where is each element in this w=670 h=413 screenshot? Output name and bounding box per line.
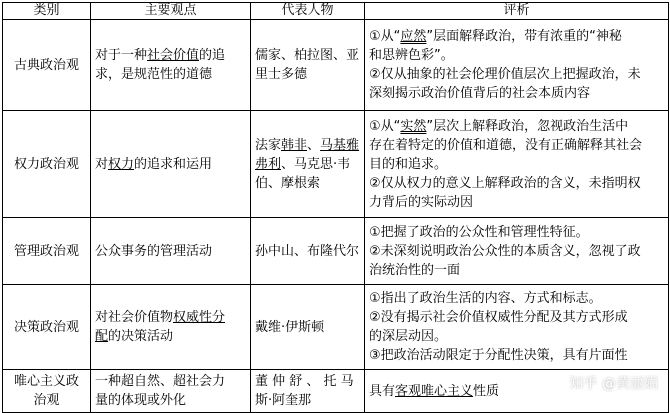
- view-cell: 对权力的追求和运用: [91, 111, 251, 218]
- rep-cell: 董 仲 舒 、 托 马 斯·阿奎那: [251, 370, 365, 413]
- type-cell: [3, 20, 91, 111]
- view-cell: 公众事务的管理活动: [91, 218, 251, 285]
- underlined-term: 权威性分: [173, 310, 226, 325]
- header-row: [3, 3, 669, 20]
- rep-cell: 戴维·伊斯顿: [251, 285, 365, 370]
- view-cell: 对社会价值物权威性分 配的决策活动: [91, 285, 251, 370]
- underlined-term: 韩非: [281, 137, 308, 153]
- table-row: [3, 20, 669, 111]
- underlined-term: 应然: [400, 29, 427, 44]
- table-row: [3, 218, 669, 285]
- rep-cell: 法家韩非、马基雅 弗利、马克思·韦 伯、摩根索: [251, 111, 365, 218]
- type-label: 权力政治观: [13, 156, 79, 172]
- underlined-term: 权力: [108, 156, 135, 172]
- underlined-term: 弗利: [255, 156, 282, 172]
- view-cell: 对于一种社会价值的追 求，是规范性的道德: [91, 20, 251, 111]
- rep-cell: 儒家、柏拉图、亚 里士多德: [251, 20, 365, 111]
- political-views-table: [2, 2, 669, 413]
- eval-cell: ①指出了政治生活的内容、方式和标志。 ②没有揭示社会价值权威性分配及其方式形成 的深层动因。 ③把政治活动限定于分配性决策，具有片面性: [365, 285, 669, 370]
- type-cell: [3, 218, 91, 285]
- header-view: 主要观点: [91, 3, 251, 20]
- header-eval: 评析: [365, 3, 669, 20]
- header-rep: 代表人物: [251, 3, 365, 20]
- type-label: 古典政治观: [13, 57, 79, 73]
- type-cell: [3, 370, 91, 413]
- type-label: 唯心主义政: [13, 374, 79, 389]
- underlined-term: 社会价值: [147, 48, 200, 63]
- eval-cell: ①把握了政治的公众性和管理性特征。 ②未深刻说明政治公众性的本质含义，忽视了政 治统治性的一面: [365, 218, 669, 285]
- rep-cell: 孙中山、布隆代尔: [251, 218, 365, 285]
- underlined-term: 实然: [400, 118, 427, 134]
- type-label: 治观: [33, 393, 60, 408]
- eval-cell: 具有客观唯心主义性质: [365, 370, 669, 413]
- eval-cell: ①从“应然”层面解释政治，带有浓重的“神秘 和思辨色彩”。 ②仅从抽象的社会伦理价值层次上把握政治，未 深刻揭示政治价值背后的社会本质内容: [365, 20, 669, 111]
- header-type: 类别: [3, 3, 91, 20]
- type-label: 管理政治观: [13, 243, 79, 259]
- view-cell: 一种超自然、超社会力 量的体现或外化: [91, 370, 251, 413]
- type-cell: [3, 285, 91, 370]
- underlined-term: 马基雅: [320, 137, 360, 153]
- underlined-term: 配: [95, 329, 109, 344]
- type-cell: [3, 111, 91, 218]
- underlined-term: 客观唯心主义: [395, 383, 474, 399]
- zhihu-watermark: 知乎 @黄丽娟: [569, 376, 658, 392]
- table-row: [3, 111, 669, 218]
- table-row: [3, 285, 669, 370]
- type-label: 决策政治观: [13, 319, 79, 335]
- eval-cell: ①从“实然”层次上解释政治，忽视政治生活中 存在着特定的价值和道德，没有正确解释其社会 目的和追求。 ②仅从权力的意义上解释政治的含义，未指明权 力背后的实际动因: [365, 111, 669, 218]
